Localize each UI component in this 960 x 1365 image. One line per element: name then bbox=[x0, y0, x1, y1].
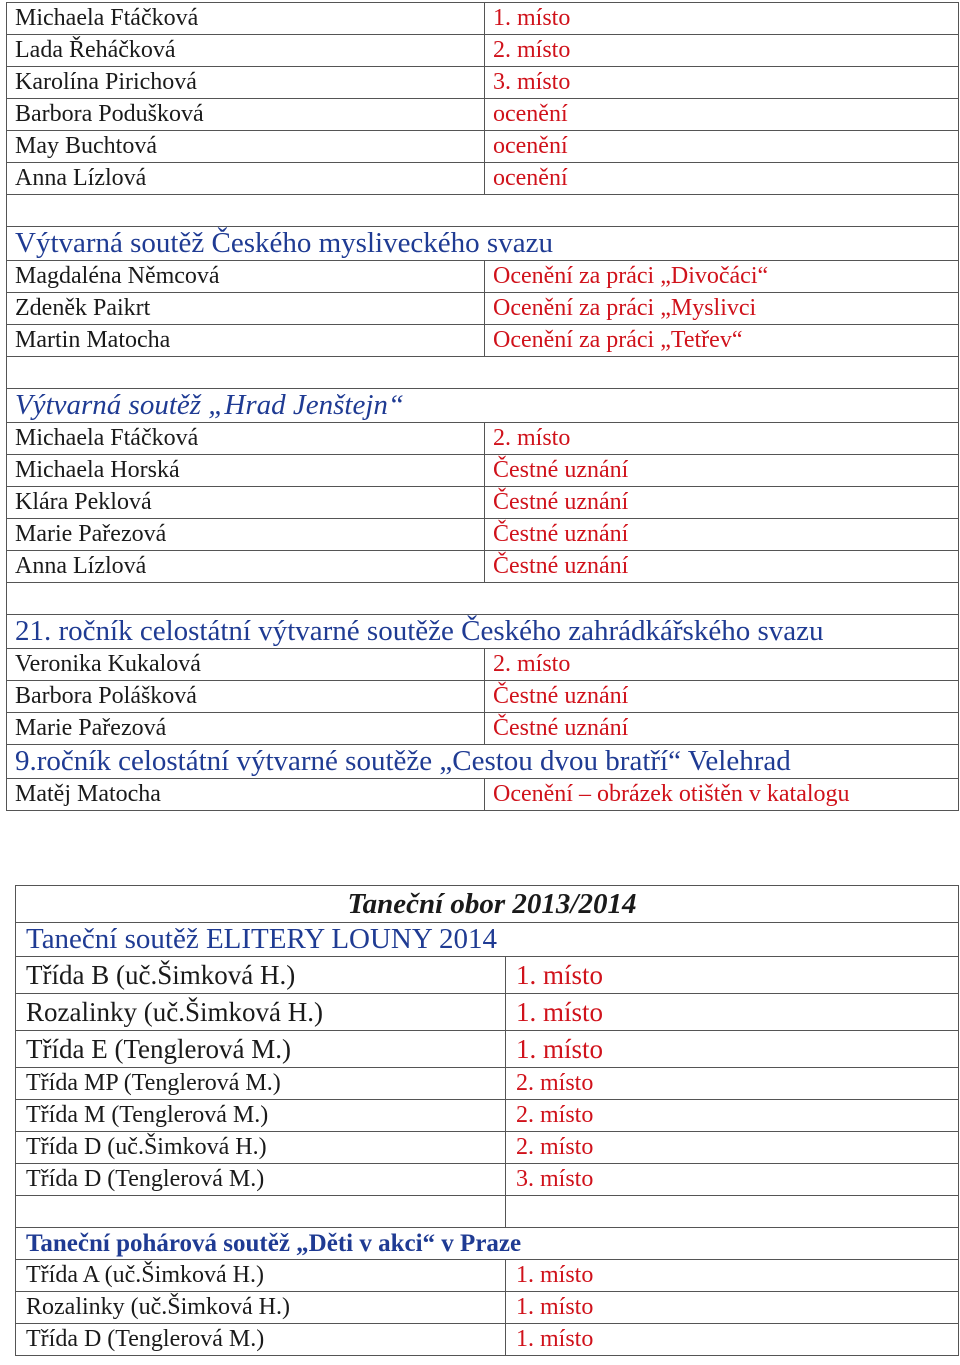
participant-name: Lada Řeháčková bbox=[7, 35, 485, 67]
award-label: 2. místo bbox=[506, 1132, 959, 1164]
award-label: Ocenění za práci „Tetřev“ bbox=[485, 325, 959, 357]
award-label: 1. místo bbox=[506, 1260, 959, 1292]
result-row bbox=[16, 1100, 959, 1132]
participant-name: Třída B (uč.Šimková H.) bbox=[16, 957, 506, 994]
section-heading-text: 21. ročník celostátní výtvarné soutěže Českého zahrádkářského svazu bbox=[7, 615, 959, 649]
participant-name: Třída M (Tenglerová M.) bbox=[16, 1100, 506, 1132]
participant-name: Matěj Matocha bbox=[7, 779, 485, 811]
award-label: Čestné uznání bbox=[485, 681, 959, 713]
result-row bbox=[7, 423, 959, 455]
result-row bbox=[7, 455, 959, 487]
participant-name: Třída A (uč.Šimková H.) bbox=[16, 1260, 506, 1292]
result-row bbox=[7, 35, 959, 67]
participant-name: Michaela Ftáčková bbox=[7, 423, 485, 455]
empty-cell bbox=[7, 357, 959, 389]
empty-row bbox=[7, 583, 959, 615]
section-heading bbox=[7, 389, 959, 423]
participant-name: Rozalinky (uč.Šimková H.) bbox=[16, 994, 506, 1031]
award-label: 1. místo bbox=[485, 3, 959, 35]
participant-name: Rozalinky (uč.Šimková H.) bbox=[16, 1292, 506, 1324]
award-label: 2. místo bbox=[506, 1100, 959, 1132]
empty-cell bbox=[16, 1196, 506, 1228]
result-row bbox=[7, 131, 959, 163]
result-row bbox=[7, 99, 959, 131]
participant-name: Anna Lízlová bbox=[7, 163, 485, 195]
result-row bbox=[7, 67, 959, 99]
participant-name: Anna Lízlová bbox=[7, 551, 485, 583]
empty-cell bbox=[7, 195, 959, 227]
empty-row bbox=[16, 1196, 959, 1228]
participant-name: Klára Peklová bbox=[7, 487, 485, 519]
award-label: 1. místo bbox=[506, 1031, 959, 1068]
result-row bbox=[7, 649, 959, 681]
result-row bbox=[16, 1132, 959, 1164]
participant-name: Třída MP (Tenglerová M.) bbox=[16, 1068, 506, 1100]
award-label: ocenění bbox=[485, 163, 959, 195]
award-label: 3. místo bbox=[506, 1164, 959, 1196]
participant-name: Třída D (uč.Šimková H.) bbox=[16, 1132, 506, 1164]
participant-name: Marie Pařezová bbox=[7, 713, 485, 745]
dance-results-table bbox=[15, 885, 959, 1356]
award-label: Ocenění za práci „Divočáci“ bbox=[485, 261, 959, 293]
participant-name: Třída E (Tenglerová M.) bbox=[16, 1031, 506, 1068]
award-label: 1. místo bbox=[506, 1292, 959, 1324]
dance-title bbox=[16, 886, 959, 923]
award-label: 1. místo bbox=[506, 994, 959, 1031]
participant-name: Veronika Kukalová bbox=[7, 649, 485, 681]
empty-cell bbox=[7, 583, 959, 615]
participant-name: Martin Matocha bbox=[7, 325, 485, 357]
award-label: 2. místo bbox=[485, 35, 959, 67]
participant-name: Barbora Polášková bbox=[7, 681, 485, 713]
empty-row bbox=[7, 357, 959, 389]
result-row bbox=[7, 325, 959, 357]
section-heading-text: Výtvarná soutěž „Hrad Jenštejn“ bbox=[7, 389, 959, 423]
section-heading bbox=[7, 745, 959, 779]
award-label: Čestné uznání bbox=[485, 713, 959, 745]
award-label: Čestné uznání bbox=[485, 519, 959, 551]
award-label: ocenění bbox=[485, 99, 959, 131]
participant-name: Marie Pařezová bbox=[7, 519, 485, 551]
competition-heading-text: Taneční pohárová soutěž „Děti v akci“ v Praze bbox=[16, 1228, 959, 1260]
participant-name: Michaela Horská bbox=[7, 455, 485, 487]
award-label: 2. místo bbox=[485, 423, 959, 455]
award-label: Ocenění za práci „Myslivci bbox=[485, 293, 959, 325]
participant-name: May Buchtová bbox=[7, 131, 485, 163]
award-label: Čestné uznání bbox=[485, 551, 959, 583]
result-row bbox=[7, 519, 959, 551]
section-heading bbox=[7, 227, 959, 261]
result-row bbox=[7, 163, 959, 195]
result-row bbox=[16, 1068, 959, 1100]
competition-heading-text: Taneční soutěž ELITERY LOUNY 2014 bbox=[16, 923, 959, 957]
section-heading-text: 9.ročník celostátní výtvarné soutěže „Cestou dvou bratří“ Velehrad bbox=[7, 745, 959, 779]
result-row bbox=[7, 487, 959, 519]
participant-name: Zdeněk Paikrt bbox=[7, 293, 485, 325]
award-label: 3. místo bbox=[485, 67, 959, 99]
award-label: ocenění bbox=[485, 131, 959, 163]
result-row bbox=[16, 994, 959, 1031]
result-row bbox=[16, 1260, 959, 1292]
participant-name: Karolína Pirichová bbox=[7, 67, 485, 99]
result-row bbox=[7, 3, 959, 35]
award-label: Ocenění – obrázek otištěn v katalogu bbox=[485, 779, 959, 811]
award-label: Čestné uznání bbox=[485, 455, 959, 487]
dance-title-text: Taneční obor 2013/2014 bbox=[16, 886, 959, 923]
empty-row bbox=[7, 195, 959, 227]
result-row bbox=[16, 1164, 959, 1196]
section-heading bbox=[7, 615, 959, 649]
section-heading-text: Výtvarná soutěž Českého mysliveckého svazu bbox=[7, 227, 959, 261]
participant-name: Barbora Podušková bbox=[7, 99, 485, 131]
empty-cell bbox=[506, 1196, 959, 1228]
result-row bbox=[7, 779, 959, 811]
award-label: 1. místo bbox=[506, 957, 959, 994]
result-row bbox=[7, 551, 959, 583]
result-row bbox=[16, 1324, 959, 1356]
award-label: 2. místo bbox=[485, 649, 959, 681]
award-label: 2. místo bbox=[506, 1068, 959, 1100]
result-row bbox=[16, 1031, 959, 1068]
art-results-table bbox=[6, 2, 959, 811]
award-label: Čestné uznání bbox=[485, 487, 959, 519]
result-row bbox=[7, 713, 959, 745]
competition-heading bbox=[16, 923, 959, 957]
award-label: 1. místo bbox=[506, 1324, 959, 1356]
result-row bbox=[16, 957, 959, 994]
result-row bbox=[16, 1292, 959, 1324]
result-row bbox=[7, 261, 959, 293]
result-row bbox=[7, 681, 959, 713]
participant-name: Třída D (Tenglerová M.) bbox=[16, 1164, 506, 1196]
competition-heading bbox=[16, 1228, 959, 1260]
result-row bbox=[7, 293, 959, 325]
participant-name: Magdaléna Němcová bbox=[7, 261, 485, 293]
participant-name: Třída D (Tenglerová M.) bbox=[16, 1324, 506, 1356]
participant-name: Michaela Ftáčková bbox=[7, 3, 485, 35]
